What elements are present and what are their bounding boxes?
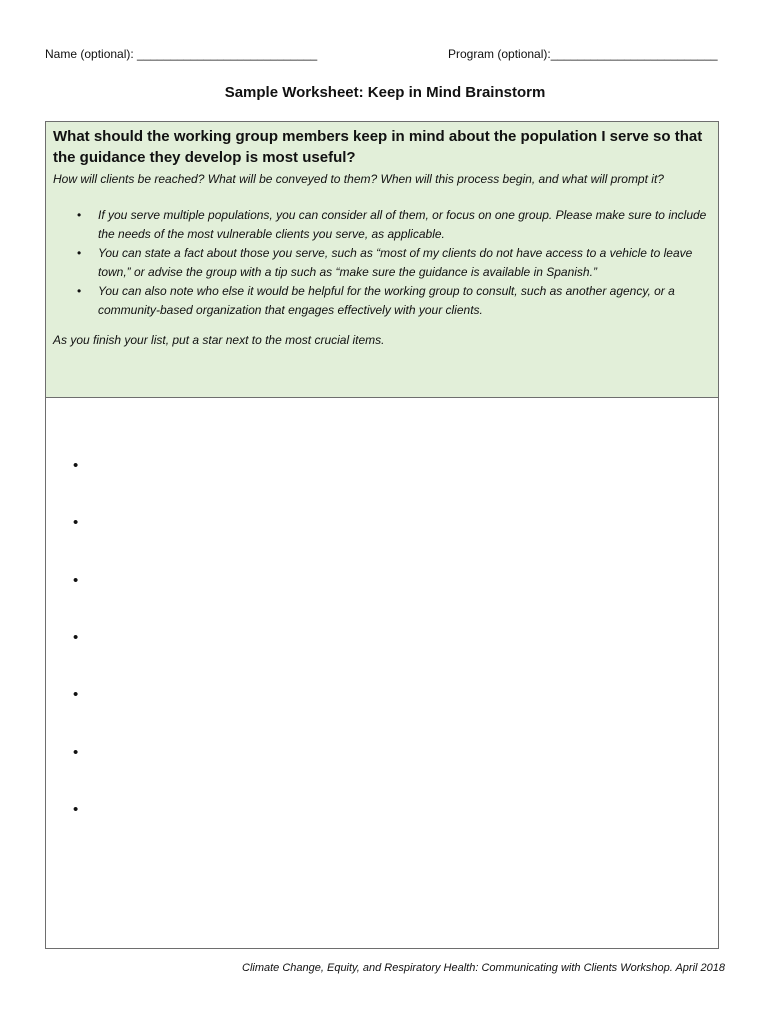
footer-note: Climate Change, Equity, and Respiratory Health: Communicating with Clients Workshop. April 2018 — [242, 962, 725, 974]
blank-bullet-icon: • — [73, 744, 79, 761]
worksheet-title: Sample Worksheet: Keep in Mind Brainstorm — [224, 84, 546, 101]
tip-item — [53, 244, 710, 282]
blank-bullet-icon: • — [73, 686, 79, 703]
answer-area[interactable] — [46, 398, 718, 948]
bullet-icon: • — [77, 208, 82, 222]
name-field-label: Name (optional): ___________________________ — [45, 47, 318, 61]
tip-text: You can also note who else it would be helpful for the working group to consult, such as another agency, or a community-based organization that engages effectively with your clients. — [98, 284, 675, 317]
prompt-question: What should the working group members keep in mind about the population I serve so that the guidance they develop is most useful? — [53, 128, 703, 166]
blank-bullet-icon: • — [73, 572, 79, 589]
bullet-icon: • — [77, 284, 82, 298]
worksheet-box — [45, 121, 719, 949]
blank-bullet-icon: • — [73, 801, 79, 818]
tips-list — [53, 206, 710, 320]
bullet-icon: • — [77, 246, 82, 260]
prompt-section — [46, 122, 718, 398]
tip-text: If you serve multiple populations, you can consider all of them, or focus on one group. Please make sure to include the needs of the most vulnerable clients you serve, as applicable. — [98, 208, 707, 241]
blank-bullet-icon: • — [73, 629, 79, 646]
blank-bullet-icon: • — [73, 457, 79, 474]
prompt-subquestion: How will clients be reached? What will be conveyed to them? When will this process begin, and what will prompt it? — [53, 172, 664, 186]
tip-text: You can state a fact about those you serve, such as “most of my clients do not have access to a vehicle to leave town,” or advise the group with a tip such as “make sure the guidance is available in Spanish.” — [98, 246, 693, 279]
blank-bullet-icon: • — [73, 514, 79, 531]
tip-item — [53, 206, 710, 244]
tip-item — [53, 282, 710, 320]
closing-instruction: As you finish your list, put a star next to the most crucial items. — [53, 333, 385, 347]
program-field-label: Program (optional):_________________________ — [448, 47, 718, 61]
